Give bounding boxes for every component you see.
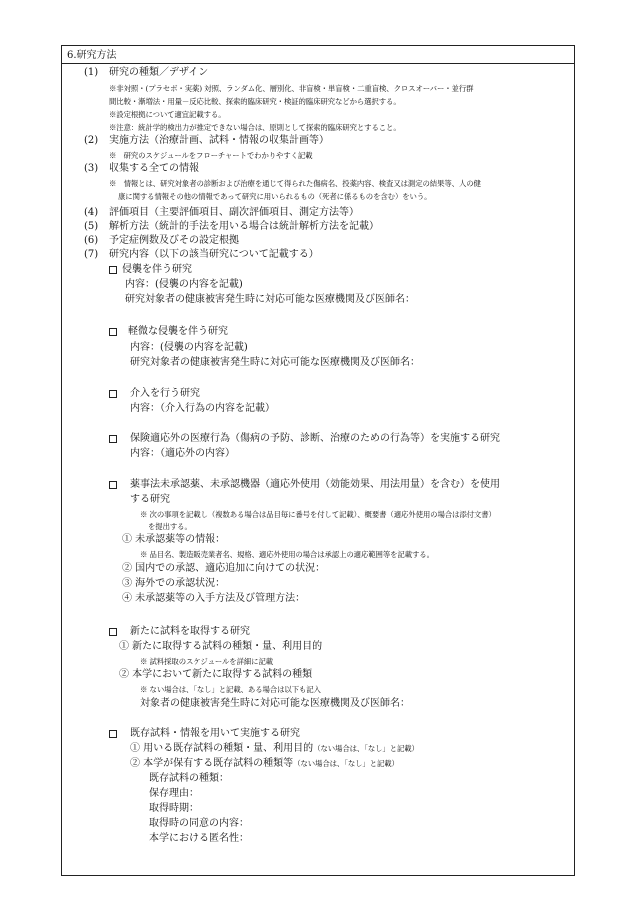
existing-kind: 既存試料の種類： (149, 773, 229, 784)
existing-time: 取得時期： (149, 803, 199, 814)
unapproved-note-a: ※ 次の事項を記載し（複数ある場合は品目毎に番号を付して記載）、概要書（適応外使用の場合は添付文書） (140, 510, 496, 519)
existing-consent: 取得時の同意の内容： (149, 818, 249, 829)
invasive-checkbox[interactable] (109, 266, 117, 274)
existing-label: 既存試料・情報を用いて実施する研究 (130, 728, 300, 739)
item3-number: (3) (84, 163, 99, 174)
item1-number: (1) (84, 67, 99, 78)
intervention-checkbox[interactable] (109, 390, 117, 398)
unapproved-sub1-note: ※ 品目名、製造販売業者名、規格、適応外使用の場合は承認上の適応範囲等を記載する。 (140, 550, 434, 559)
new-samples-sub2: ② 本学において新たに取得する試料の種類 (119, 669, 313, 680)
new-samples-sub2-note: ※ ない場合は、「なし」と記載、ある場合は以下も記入 (140, 685, 321, 694)
item5-heading: 解析方法（統計的手法を用いる場合は統計解析方法を記載） (109, 221, 379, 232)
unapproved-sub1: ① 未承認薬等の情報： (122, 534, 226, 545)
off-insurance-label: 保険適応外の医療行為（傷病の予防、診断、治療のための行為等）を実施する研究 (130, 433, 500, 444)
off-insurance-content: 内容：（適応外の内容） (130, 448, 235, 459)
existing-checkbox[interactable] (109, 730, 117, 738)
item2-heading: 実施方法（治療計画、試料・情報の収集計画等） (109, 135, 329, 146)
new-samples-label: 新たに試料を取得する研究 (130, 626, 250, 637)
item6-heading: 予定症例数及びその設定根拠 (109, 235, 239, 246)
existing-sub2 (130, 759, 399, 769)
item3-heading: 収集する全ての情報 (109, 163, 199, 174)
minor-invasive-label: 軽微な侵襲を伴う研究 (128, 326, 228, 337)
minor-invasive-facility: 研究対象者の健康被害発生時に対応可能な医療機関及び医師名： (130, 357, 420, 368)
header-divider (62, 63, 574, 64)
item7-heading: 研究内容（以下の該当研究について記載する） (109, 249, 319, 260)
item5-number: (5) (84, 221, 99, 232)
invasive-facility: 研究対象者の健康被害発生時に対応可能な医療機関及び医師名： (125, 294, 415, 305)
unapproved-label-a: 薬事法未承認薬、未承認機器（適応外使用（効能効果、用法用量）を含む）を使用 (130, 479, 500, 490)
unapproved-label-b: する研究 (130, 494, 170, 505)
document-frame (61, 45, 575, 876)
new-samples-sub1: ① 新たに取得する試料の種類・量、利用目的 (119, 641, 323, 652)
minor-invasive-content: 内容：(侵襲の内容を記載) (130, 342, 248, 353)
item1-note1-b: 間比較・漸増法・用量－反応比較、探索的臨床研究・検証的臨床研究などから選択する。 (109, 97, 401, 106)
existing-sub1 (130, 744, 419, 754)
item2-number: (2) (84, 135, 99, 146)
new-samples-facility: 対象者の健康被害発生時に対応可能な医療機関及び医師名： (140, 698, 410, 709)
unapproved-sub2: ② 国内での承認、適応追加に向けての状況： (122, 563, 326, 574)
unapproved-note-b: を提出する。 (148, 522, 192, 531)
existing-sub1-note: （ない場合は、「なし」と記載） (313, 744, 419, 753)
minor-invasive-checkbox[interactable] (109, 328, 117, 336)
item1-note1-a: ※非対照・(プラセボ・実薬) 対照、ランダム化、層別化、非盲検・単盲検・二重盲検、クロスオーバー・並行群 (109, 84, 474, 93)
existing-reason: 保存理由： (149, 788, 199, 799)
unapproved-sub4: ④ 未承認薬等の入手方法及び管理方法： (122, 593, 306, 604)
existing-sub1-text: ① 用いる既存試料の種類・量、利用目的 (130, 743, 314, 754)
existing-sub2-note: （ない場合は、「なし」と記載） (293, 759, 399, 768)
new-samples-checkbox[interactable] (109, 628, 117, 636)
intervention-content: 内容：（介入行為の内容を記載） (130, 403, 275, 414)
item1-note3: ※注意：統計学的検出力が推定できない場合は、原則として探索的臨床研究とすること。 (109, 123, 401, 132)
item7-number: (7) (84, 249, 99, 260)
item3-note-a: ※ 情報とは、研究対象者の診断および治療を通じて得られた傷病名、投薬内容、検査又は測定の結果等、人の健 (109, 179, 481, 188)
item3-note-b: 康に関する情報その他の情報であって研究に用いられるもの（死者に係るものを含む）をいう。 (118, 192, 432, 201)
item4-heading: 評価項目（主要評価項目、副次評価項目、測定方法等） (109, 207, 359, 218)
existing-anonymity: 本学における匿名性： (149, 833, 249, 844)
item6-number: (6) (84, 235, 99, 246)
item2-note: ※ 研究のスケジュールをフローチャートでわかりやすく記載 (109, 151, 313, 160)
unapproved-checkbox[interactable] (109, 481, 117, 489)
item4-number: (4) (84, 207, 99, 218)
invasive-content: 内容：(侵襲の内容を記載) (125, 279, 243, 290)
off-insurance-checkbox[interactable] (109, 435, 117, 443)
new-samples-sub1-note: ※ 試料採取のスケジュールを詳細に記載 (140, 657, 274, 666)
item1-note2: ※設定根拠について適宜記載する。 (109, 110, 226, 119)
invasive-label: 侵襲を伴う研究 (122, 264, 192, 275)
section-title: 6.研究方法 (67, 50, 117, 61)
item1-heading: 研究の種類／デザイン (109, 67, 209, 78)
intervention-label: 介入を行う研究 (130, 388, 200, 399)
existing-sub2-text: ② 本学が保有する既存試料の種類等 (130, 758, 294, 769)
unapproved-sub3: ③ 海外での承認状況： (122, 578, 226, 589)
